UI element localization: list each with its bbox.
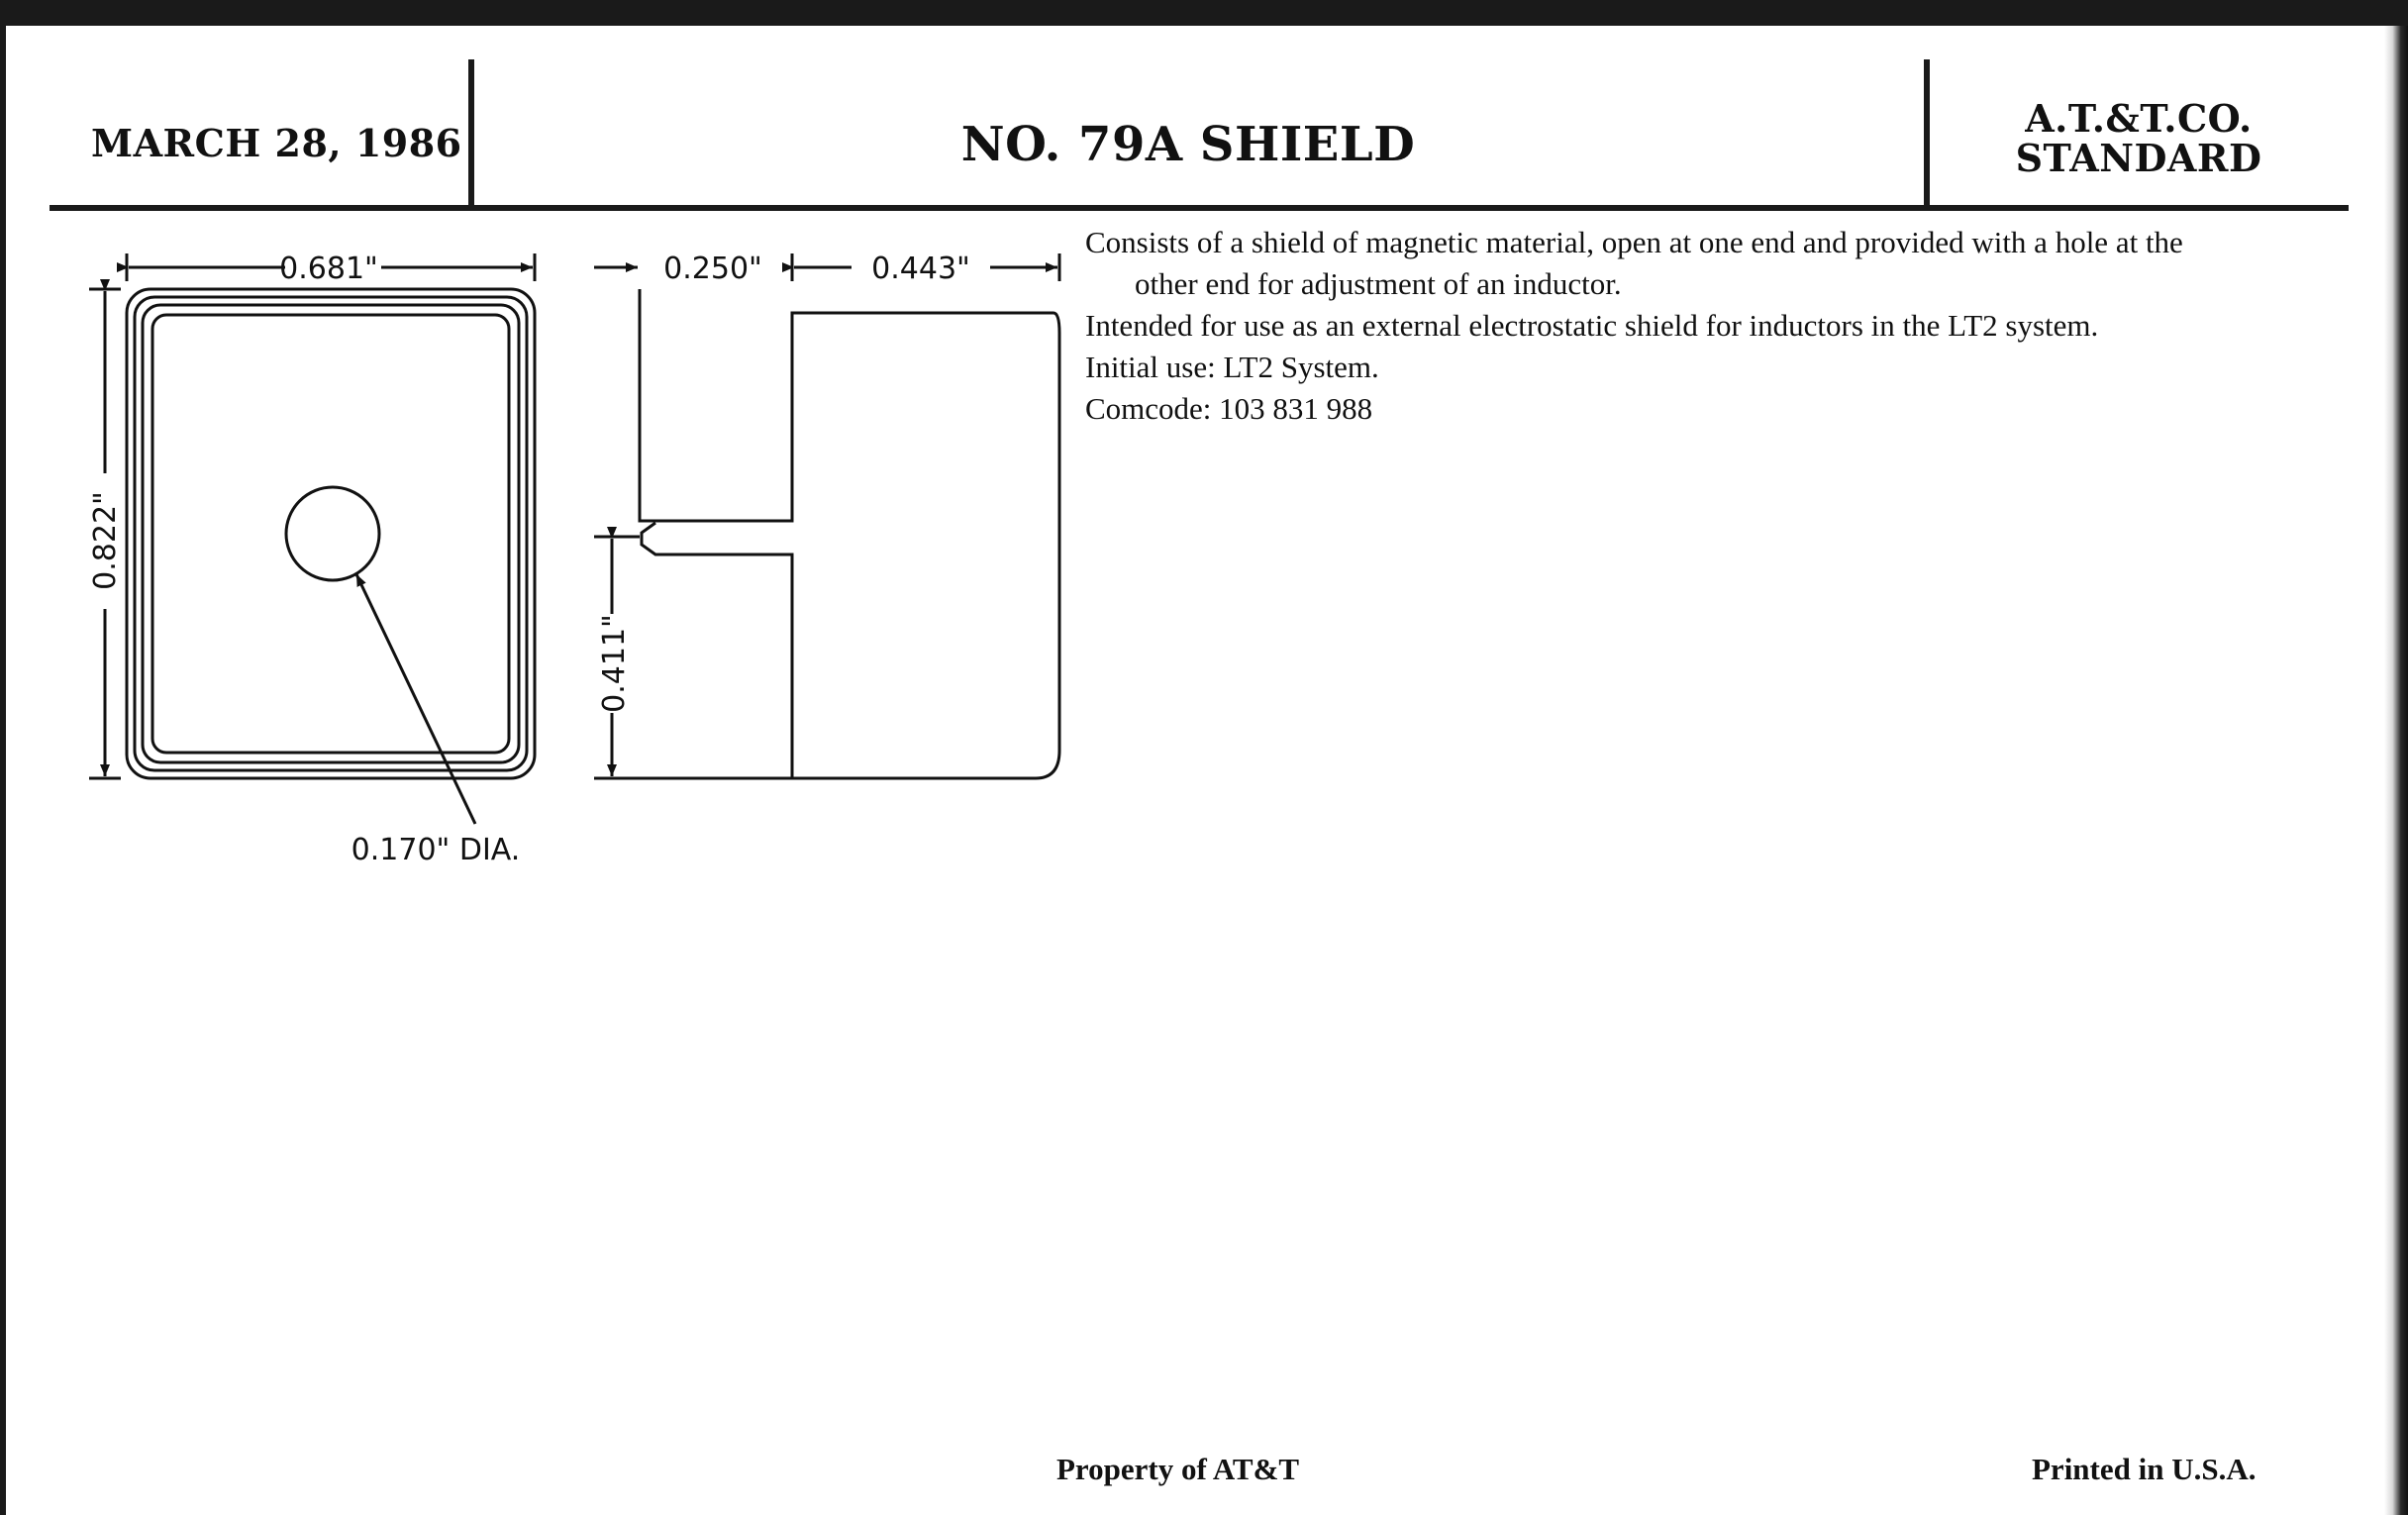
shield-front-outline [127, 289, 535, 778]
standard-mark [1941, 96, 2337, 180]
shield-front-inner [152, 315, 509, 753]
description-line-1: Consists of a shield of magnetic material, open at one end and provided with a hole at the [1085, 225, 2183, 259]
header-rule [50, 205, 2349, 211]
hole-dimension: 0.170" DIA. [351, 833, 521, 867]
standard-line-1: A.T.&T.CO. [2025, 96, 2253, 141]
footer-printed: Printed in U.S.A. [2032, 1452, 2257, 1486]
description-line-3: Initial use: LT2 System. [1085, 350, 1379, 384]
width-dimension: 0.681" [279, 252, 378, 286]
description-line-2: Intended for use as an external electrostatic shield for inductors in the LT2 system. [1085, 308, 2099, 343]
header-divider-right [1924, 59, 1930, 208]
height-dimension: 0.822" [88, 491, 123, 590]
side-width-dimension: 0.443" [871, 252, 970, 286]
shield-front-ring-3 [143, 305, 519, 762]
technical-drawing [59, 218, 1079, 891]
document-date: MARCH 28, 1986 [91, 121, 462, 165]
shield-side-profile [640, 289, 1059, 778]
scan-border-top [0, 0, 2408, 26]
description-line-1-continued: other end for adjustment of an inductor. [1135, 266, 1622, 301]
side-depth-dimension: 0.250" [663, 252, 762, 286]
scan-border-right [2384, 26, 2408, 1515]
description-block [1085, 222, 2343, 430]
footer-property: Property of AT&T [1056, 1452, 1300, 1486]
side-height-dimension: 0.411" [597, 614, 632, 713]
standard-line-2: STANDARD [2015, 136, 2262, 180]
description-line-4: Comcode: 103 831 988 [1085, 391, 1373, 426]
header-divider-left [468, 59, 474, 208]
document-title: NO. 79A SHIELD [960, 117, 1416, 172]
adjustment-hole [286, 487, 379, 580]
shield-front-ring-2 [135, 297, 527, 770]
